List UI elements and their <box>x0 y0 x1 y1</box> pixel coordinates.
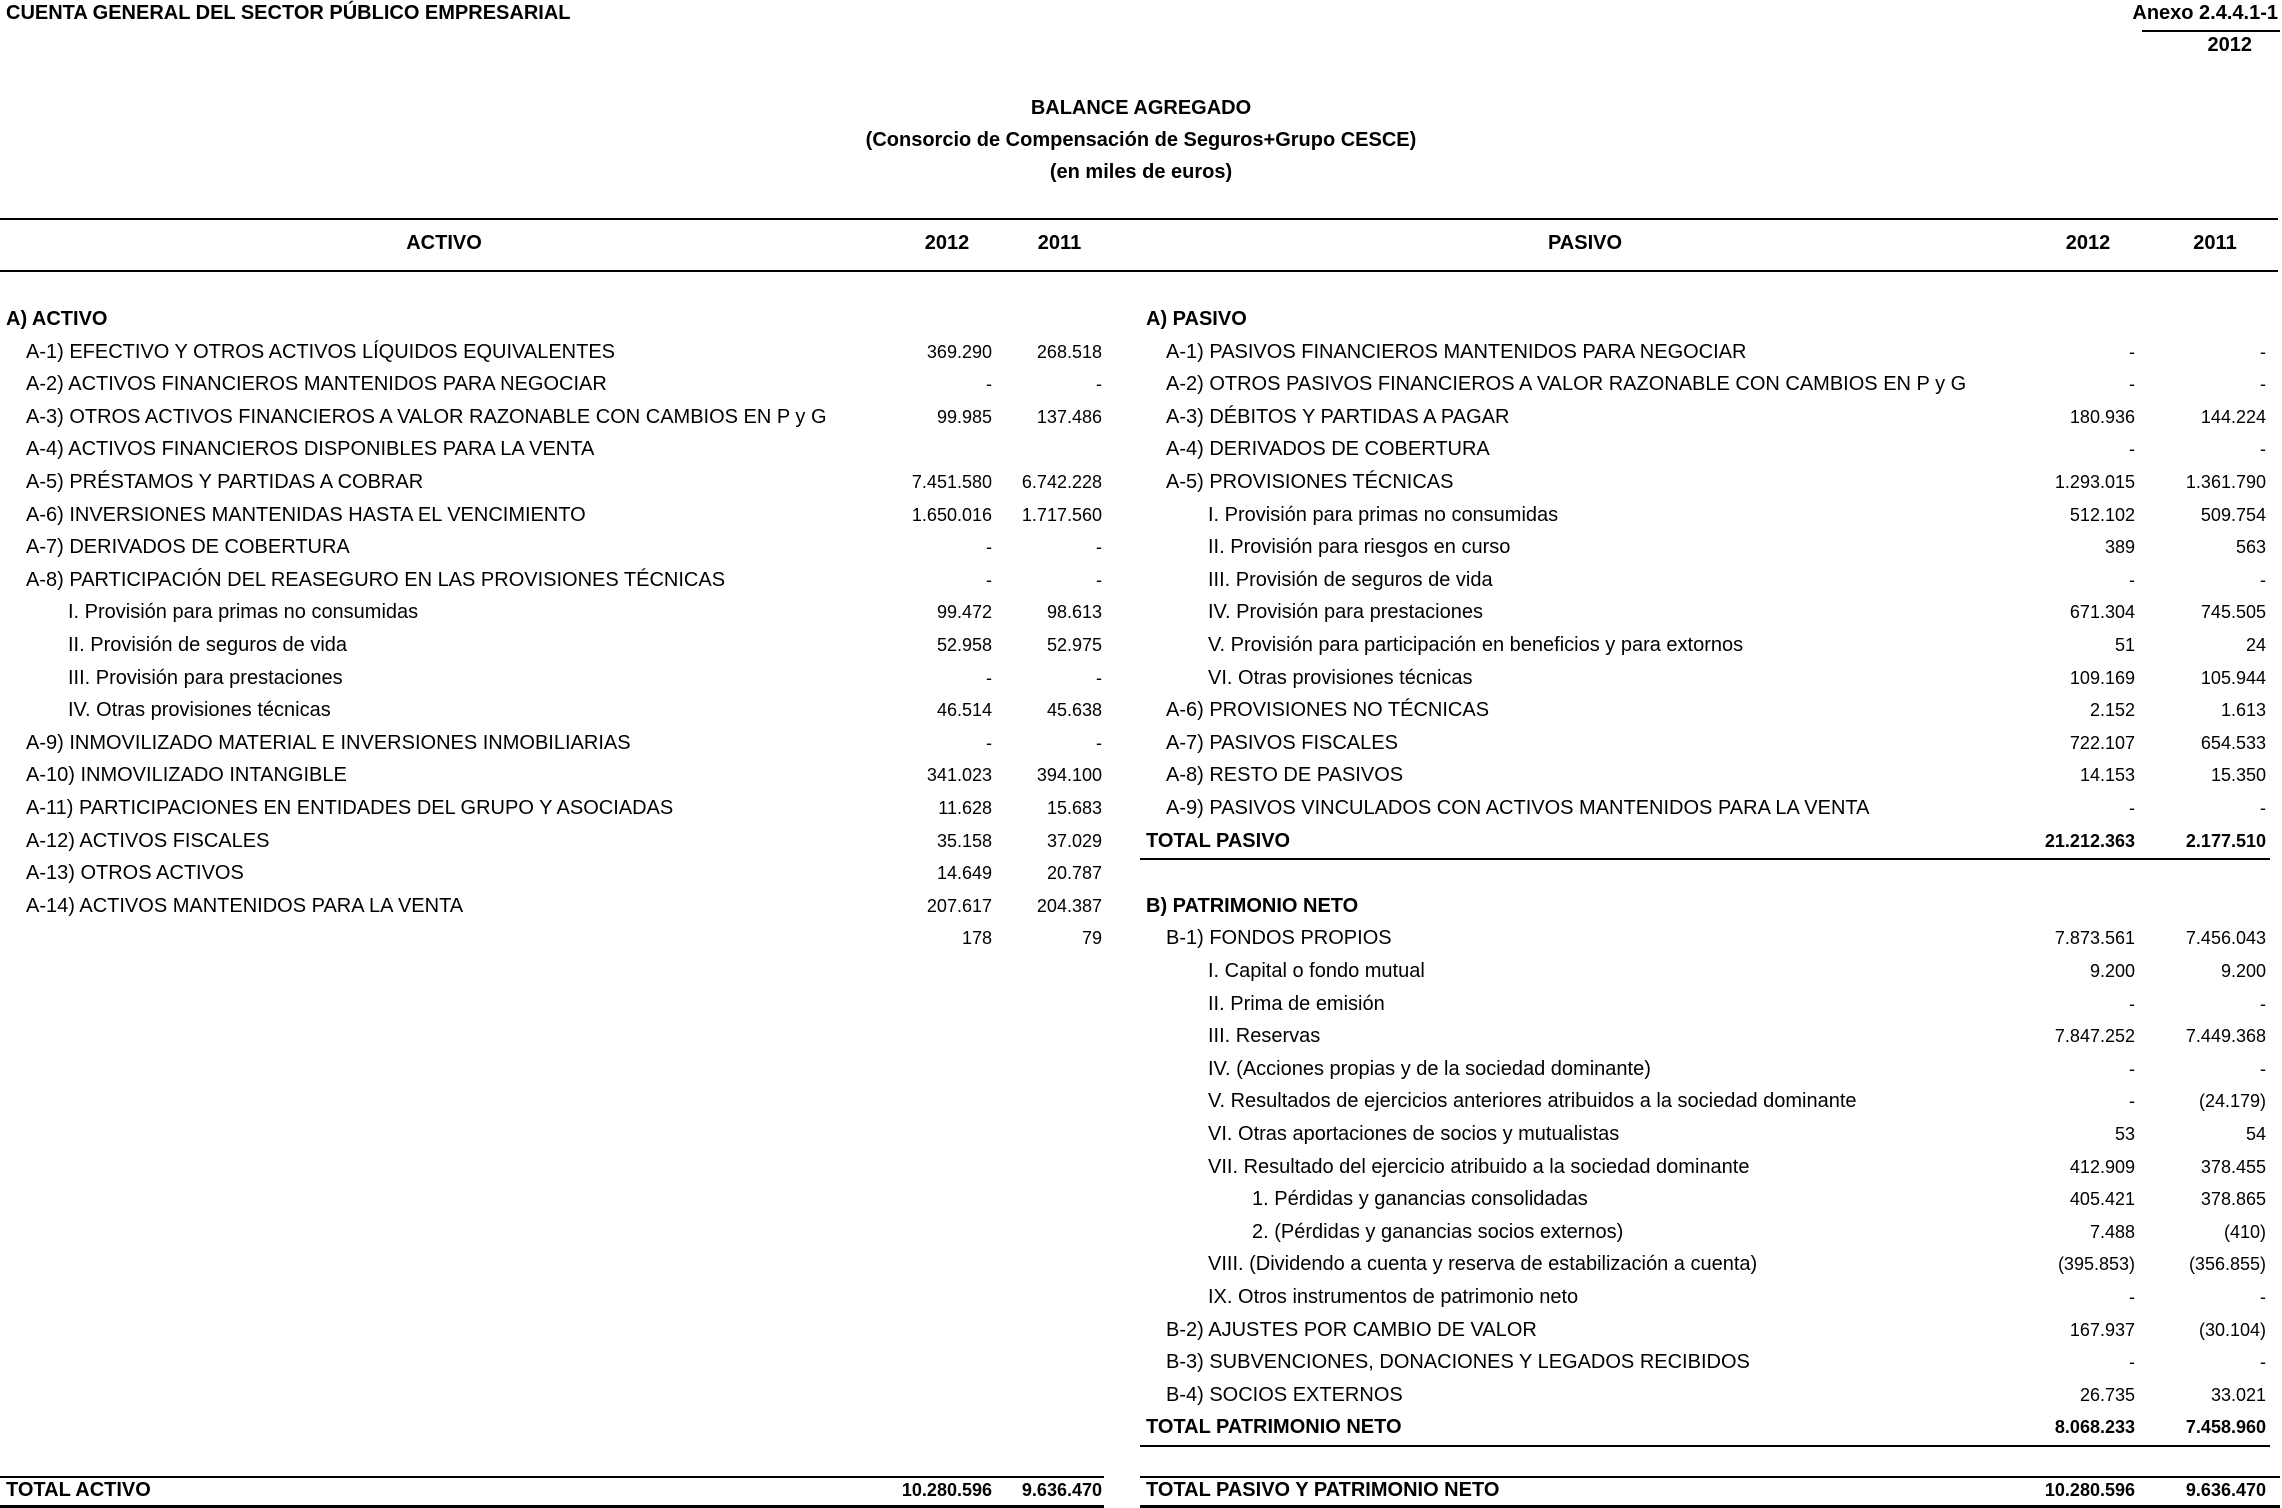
pasivo-row <box>1140 694 2270 726</box>
value-2011: (24.179) <box>2198 1091 2266 1112</box>
value-2011: 2.177.510 <box>2185 830 2266 851</box>
activo-row <box>0 336 1110 368</box>
pasivo-row <box>1140 1151 2270 1183</box>
activo-year-2012-header: 2012 <box>924 232 970 254</box>
row-label: II. Prima de emisión <box>1208 992 1385 1015</box>
row-label: A-8) PARTICIPACIÓN DEL REASEGURO EN LAS PROVISIONES TÉCNICAS <box>26 568 726 591</box>
value-2011: - <box>2260 798 2266 818</box>
row-label: B-4) SOCIOS EXTERNOS <box>1166 1383 1403 1406</box>
pasivo-row <box>1140 890 2270 922</box>
value-2012: 2.152 <box>2089 700 2135 721</box>
row-label: IV. (Acciones propias y de la sociedad dominante) <box>1208 1057 1651 1080</box>
total-pasivo-pn-label: TOTAL PASIVO Y PATRIMONIO NETO <box>1146 1479 1500 1501</box>
total-pasivo-pn-2012: 10.280.596 <box>2044 1480 2135 1500</box>
value-2012: 369.290 <box>926 341 992 362</box>
row-label: B-3) SUBVENCIONES, DONACIONES Y LEGADOS RECIBIDOS <box>1166 1351 1750 1374</box>
row-label: A-6) PROVISIONES NO TÉCNICAS <box>1166 699 1490 722</box>
pasivo-year-2012-header: 2012 <box>2065 232 2111 254</box>
total-activo-2012: 10.280.596 <box>901 1480 992 1500</box>
value-2012: 671.304 <box>2069 602 2135 623</box>
value-2012: 21.212.363 <box>2044 830 2135 851</box>
value-2012: 7.873.561 <box>2054 928 2135 949</box>
row-label: VI. Otras aportaciones de socios y mutualistas <box>1208 1123 1620 1145</box>
value-2011: 1.613 <box>2220 700 2266 721</box>
activo-row <box>0 466 1110 498</box>
value-2011: 45.638 <box>1046 700 1102 721</box>
value-2012: 722.107 <box>2069 732 2135 753</box>
row-label: A-2) OTROS PASIVOS FINANCIEROS A VALOR RAZONABLE CON CAMBIOS EN P y G <box>1166 373 1967 396</box>
activo-row <box>0 629 1110 661</box>
pasivo-column-header: PASIVO <box>1547 232 1623 254</box>
value-2011: 394.100 <box>1036 765 1102 786</box>
row-label: TOTAL PASIVO <box>1146 829 1291 852</box>
pasivo-row <box>1140 1248 2270 1280</box>
pasivo-row <box>1140 857 2270 889</box>
value-2011: 6.742.228 <box>1021 472 1102 492</box>
value-2012: (395.853) <box>2057 1254 2135 1275</box>
value-2012: 1.293.015 <box>2054 472 2135 492</box>
total-activo-2011: 9.636.470 <box>1021 1480 1102 1500</box>
value-2011: 268.518 <box>1036 341 1102 362</box>
value-2011: - <box>2260 1058 2266 1079</box>
value-2011: 144.224 <box>2200 406 2266 427</box>
row-label: III. Provisión para prestaciones <box>68 666 343 689</box>
row-label: A-2) ACTIVOS FINANCIEROS MANTENIDOS PARA NEGOCIAR <box>26 373 607 396</box>
value-2012: 341.023 <box>926 765 992 786</box>
value-2012: - <box>2129 1091 2135 1112</box>
pasivo-row <box>1140 1346 2270 1378</box>
pasivo-row <box>1140 596 2270 628</box>
value-2011: 79 <box>1081 928 1102 949</box>
value-2012: - <box>986 374 992 395</box>
value-2011: 378.865 <box>2200 1189 2266 1210</box>
value-2011: 1.361.790 <box>2185 472 2266 492</box>
pasivo-row <box>1140 1020 2270 1052</box>
value-2011: 98.613 <box>1046 602 1102 623</box>
row-label: III. Provisión de seguros de vida <box>1208 568 1493 591</box>
report-subtitle: (Consorcio de Compensación de Seguros+Grupo CESCE) <box>865 129 1417 151</box>
annex-underline <box>2142 30 2280 32</box>
value-2011: 1.717.560 <box>1021 504 1102 525</box>
total-pasivo-pn-row <box>1140 1474 2270 1506</box>
value-2011: 7.458.960 <box>2185 1417 2266 1438</box>
value-2011: 33.021 <box>2210 1384 2266 1405</box>
pasivo-row <box>1140 955 2270 987</box>
value-2011: - <box>2260 1352 2266 1373</box>
value-2012: - <box>2129 374 2135 395</box>
pasivo-row <box>1140 531 2270 563</box>
row-label: TOTAL PATRIMONIO NETO <box>1146 1416 1402 1439</box>
pasivo-row <box>1140 759 2270 791</box>
row-label: V. Provisión para participación en beneficios y para extornos <box>1208 634 1744 656</box>
row-label: I. Provisión para primas no consumidas <box>68 601 419 624</box>
row-label: A-8) RESTO DE PASIVOS <box>1166 764 1404 787</box>
value-2011: - <box>2260 341 2266 362</box>
row-label: 2. (Pérdidas y ganancias socios externos) <box>1252 1220 1624 1243</box>
row-label: A-11) PARTICIPACIONES EN ENTIDADES DEL GRUPO Y ASOCIADAS <box>26 797 674 819</box>
pasivo-row <box>1140 336 2270 368</box>
activo-row <box>0 368 1110 400</box>
value-2012: 35.158 <box>936 830 992 851</box>
header-top-rule <box>0 218 2278 220</box>
row-label: B-1) FONDOS PROPIOS <box>1166 927 1392 950</box>
header-bottom-rule <box>0 270 2278 272</box>
pasivo-row <box>1140 922 2270 954</box>
row-label: A-10) INMOVILIZADO INTANGIBLE <box>26 764 347 787</box>
value-2011: - <box>1096 667 1102 688</box>
total-activo-label: TOTAL ACTIVO <box>6 1479 151 1501</box>
value-2011: 54 <box>2245 1124 2266 1144</box>
activo-row <box>0 564 1110 596</box>
row-label: A-5) PRÉSTAMOS Y PARTIDAS A COBRAR <box>26 471 424 493</box>
value-2011: 20.787 <box>1046 863 1102 884</box>
pasivo-row <box>1140 792 2270 824</box>
pasivo-row <box>1140 1314 2270 1346</box>
row-label: VI. Otras provisiones técnicas <box>1208 666 1473 689</box>
pasivo-row <box>1140 1216 2270 1248</box>
value-2012: 512.102 <box>2069 504 2135 525</box>
value-2012: 52.958 <box>936 635 992 655</box>
activo-row <box>0 531 1110 563</box>
row-label: B) PATRIMONIO NETO <box>1146 894 1359 917</box>
activo-row <box>0 401 1110 433</box>
value-2012: - <box>2129 439 2135 460</box>
pasivo-row <box>1140 1411 2270 1443</box>
row-label: A-14) ACTIVOS MANTENIDOS PARA LA VENTA <box>26 894 464 917</box>
value-2011: 204.387 <box>1036 895 1102 916</box>
value-2012: - <box>2129 1352 2135 1373</box>
value-2011: (30.104) <box>2198 1319 2266 1340</box>
value-2011: - <box>1096 537 1102 558</box>
value-2012: - <box>986 667 992 688</box>
value-2012: 53 <box>2114 1124 2135 1144</box>
value-2012: - <box>2129 1287 2135 1307</box>
value-2012: 389 <box>2104 537 2135 558</box>
row-label: I. Capital o fondo mutual <box>1208 960 1425 982</box>
row-label: A-9) INMOVILIZADO MATERIAL E INVERSIONES INMOBILIARIAS <box>26 731 631 754</box>
value-2012: 180.936 <box>2069 406 2135 427</box>
value-2011: 563 <box>2235 537 2266 558</box>
annex-label: Anexo 2.4.4.1-1 <box>2132 2 2278 24</box>
activo-row <box>0 433 1110 465</box>
value-2012: 99.985 <box>936 406 992 427</box>
value-2011: (356.855) <box>2188 1254 2266 1275</box>
row-label: A-7) PASIVOS FISCALES <box>1166 731 1398 754</box>
row-label: A) ACTIVO <box>6 308 108 330</box>
value-2012: - <box>2129 569 2135 590</box>
pasivo-row <box>1140 466 2270 498</box>
pasivo-row <box>1140 433 2270 465</box>
subtotal-rule <box>1140 1445 2270 1447</box>
value-2012: - <box>2129 993 2135 1014</box>
value-2012: - <box>2129 1058 2135 1079</box>
document-title: CUENTA GENERAL DEL SECTOR PÚBLICO EMPRESARIAL <box>6 2 571 24</box>
value-2012: - <box>986 732 992 753</box>
pasivo-row <box>1140 1281 2270 1313</box>
row-label: IV. Provisión para prestaciones <box>1208 601 1483 624</box>
value-2012: - <box>2129 798 2135 818</box>
pasivo-row <box>1140 564 2270 596</box>
activo-row <box>0 694 1110 726</box>
report-units: (en miles de euros) <box>1049 161 1233 183</box>
pasivo-row <box>1140 629 2270 661</box>
row-label: A-1) PASIVOS FINANCIEROS MANTENIDOS PARA NEGOCIAR <box>1166 340 1747 363</box>
value-2012: 207.617 <box>926 895 992 916</box>
row-label: III. Reservas <box>1208 1025 1321 1048</box>
value-2011: - <box>2260 1287 2266 1307</box>
value-2011: 654.533 <box>2200 732 2266 753</box>
value-2012: 1.650.016 <box>911 504 992 525</box>
activo-row <box>0 499 1110 531</box>
value-2012: - <box>986 537 992 558</box>
value-2012: - <box>986 569 992 590</box>
value-2011: 7.456.043 <box>2185 928 2266 949</box>
value-2011: 745.505 <box>2200 602 2266 623</box>
row-label: A-6) INVERSIONES MANTENIDAS HASTA EL VENCIMIENTO <box>26 503 586 526</box>
activo-row <box>0 727 1110 759</box>
row-label: A-3) DÉBITOS Y PARTIDAS A PAGAR <box>1166 405 1510 428</box>
value-2012: 8.068.233 <box>2054 1417 2135 1438</box>
row-label: A-7) DERIVADOS DE COBERTURA <box>26 536 350 559</box>
row-label: I. Provisión para primas no consumidas <box>1208 503 1559 526</box>
row-label: II. Provisión de seguros de vida <box>68 634 348 656</box>
row-label: IX. Otros instrumentos de patrimonio neto <box>1208 1286 1579 1308</box>
total-activo-row <box>0 1474 1110 1506</box>
pasivo-row <box>1140 1085 2270 1117</box>
value-2011: 105.944 <box>2200 667 2266 688</box>
activo-row <box>0 857 1110 889</box>
value-2011: - <box>1096 569 1102 590</box>
value-2012: 167.937 <box>2069 1319 2135 1340</box>
value-2011: (410) <box>2223 1221 2266 1242</box>
activo-row <box>0 792 1110 824</box>
value-2011: 7.449.368 <box>2185 1026 2266 1047</box>
total-pasivo-pn-2011: 9.636.470 <box>2185 1480 2266 1500</box>
row-label: B-2) AJUSTES POR CAMBIO DE VALOR <box>1166 1318 1537 1341</box>
value-2011: - <box>2260 374 2266 395</box>
value-2012: 7.488 <box>2089 1221 2135 1242</box>
activo-row <box>0 662 1110 694</box>
activo-row <box>0 596 1110 628</box>
activo-column-header: ACTIVO <box>406 232 482 254</box>
value-2012: 9.200 <box>2089 961 2135 981</box>
value-2012: 46.514 <box>936 700 992 721</box>
value-2011: - <box>2260 993 2266 1014</box>
report-title: BALANCE AGREGADO <box>1030 97 1252 119</box>
row-label: A-1) EFECTIVO Y OTROS ACTIVOS LÍQUIDOS EQUIVALENTES <box>26 340 616 363</box>
row-label: A-13) OTROS ACTIVOS <box>26 862 244 885</box>
value-2012: 14.153 <box>2079 765 2135 786</box>
pasivo-row <box>1140 1379 2270 1411</box>
value-2012: - <box>2129 341 2135 362</box>
activo-row <box>0 890 1110 922</box>
row-label: A-5) PROVISIONES TÉCNICAS <box>1166 471 1454 493</box>
activo-row <box>0 922 1110 954</box>
value-2012: 7.451.580 <box>911 472 992 492</box>
value-2011: 52.975 <box>1046 635 1102 655</box>
value-2012: 412.909 <box>2069 1156 2135 1177</box>
pasivo-row <box>1140 1183 2270 1215</box>
activo-row <box>0 825 1110 857</box>
pasivo-year-2011-header: 2011 <box>2193 232 2237 254</box>
pasivo-row <box>1140 662 2270 694</box>
value-2011: 37.029 <box>1046 830 1102 851</box>
value-2011: 24 <box>2245 635 2266 655</box>
value-2011: - <box>1096 374 1102 395</box>
value-2011: 137.486 <box>1036 406 1102 427</box>
pasivo-row <box>1140 1053 2270 1085</box>
value-2011: 9.200 <box>2220 961 2266 981</box>
row-label: VII. Resultado del ejercicio atribuido a la sociedad dominante <box>1208 1155 1750 1178</box>
value-2011: 378.455 <box>2200 1156 2266 1177</box>
value-2012: 7.847.252 <box>2054 1026 2135 1047</box>
pasivo-row <box>1140 825 2270 857</box>
pasivo-row <box>1140 368 2270 400</box>
activo-row <box>0 303 1110 335</box>
pasivo-row <box>1140 499 2270 531</box>
value-2012: 99.472 <box>936 602 992 623</box>
row-label: IV. Otras provisiones técnicas <box>68 699 331 722</box>
value-2011: 15.683 <box>1046 798 1102 818</box>
annex-year: 2012 <box>2207 34 2252 56</box>
value-2012: 14.649 <box>936 863 992 884</box>
value-2011: - <box>2260 569 2266 590</box>
pasivo-row <box>1140 988 2270 1020</box>
value-2011: - <box>1096 732 1102 753</box>
value-2012: 51 <box>2114 635 2135 655</box>
activo-year-2011-header: 2011 <box>1037 232 1082 254</box>
value-2012: 26.735 <box>2079 1384 2135 1405</box>
value-2012: 405.421 <box>2069 1189 2135 1210</box>
row-label: A) PASIVO <box>1146 308 1247 330</box>
value-2011: 509.754 <box>2200 504 2266 525</box>
activo-row <box>0 759 1110 791</box>
row-label: A-4) ACTIVOS FINANCIEROS DISPONIBLES PARA LA VENTA <box>26 438 595 461</box>
pasivo-row <box>1140 401 2270 433</box>
row-label: V. Resultados de ejercicios anteriores atribuidos a la sociedad dominante <box>1208 1090 1857 1113</box>
value-2011: - <box>2260 439 2266 460</box>
pasivo-row <box>1140 303 2270 335</box>
row-label: A-4) DERIVADOS DE COBERTURA <box>1166 438 1490 461</box>
row-label: A-3) OTROS ACTIVOS FINANCIEROS A VALOR RAZONABLE CON CAMBIOS EN P y G <box>26 405 827 428</box>
row-label: A-9) PASIVOS VINCULADOS CON ACTIVOS MANTENIDOS PARA LA VENTA <box>1166 797 1870 819</box>
pasivo-row <box>1140 1118 2270 1150</box>
value-2012: 109.169 <box>2069 667 2135 688</box>
pasivo-row <box>1140 727 2270 759</box>
row-label: A-12) ACTIVOS FISCALES <box>26 829 270 852</box>
row-label: II. Provisión para riesgos en curso <box>1208 536 1511 559</box>
value-2012: 11.628 <box>938 798 992 818</box>
row-label: 1. Pérdidas y ganancias consolidadas <box>1252 1188 1588 1211</box>
value-2012: 178 <box>961 928 992 949</box>
row-label: VIII. (Dividendo a cuenta y reserva de estabilización a cuenta) <box>1208 1253 1758 1276</box>
value-2011: 15.350 <box>2210 765 2266 786</box>
